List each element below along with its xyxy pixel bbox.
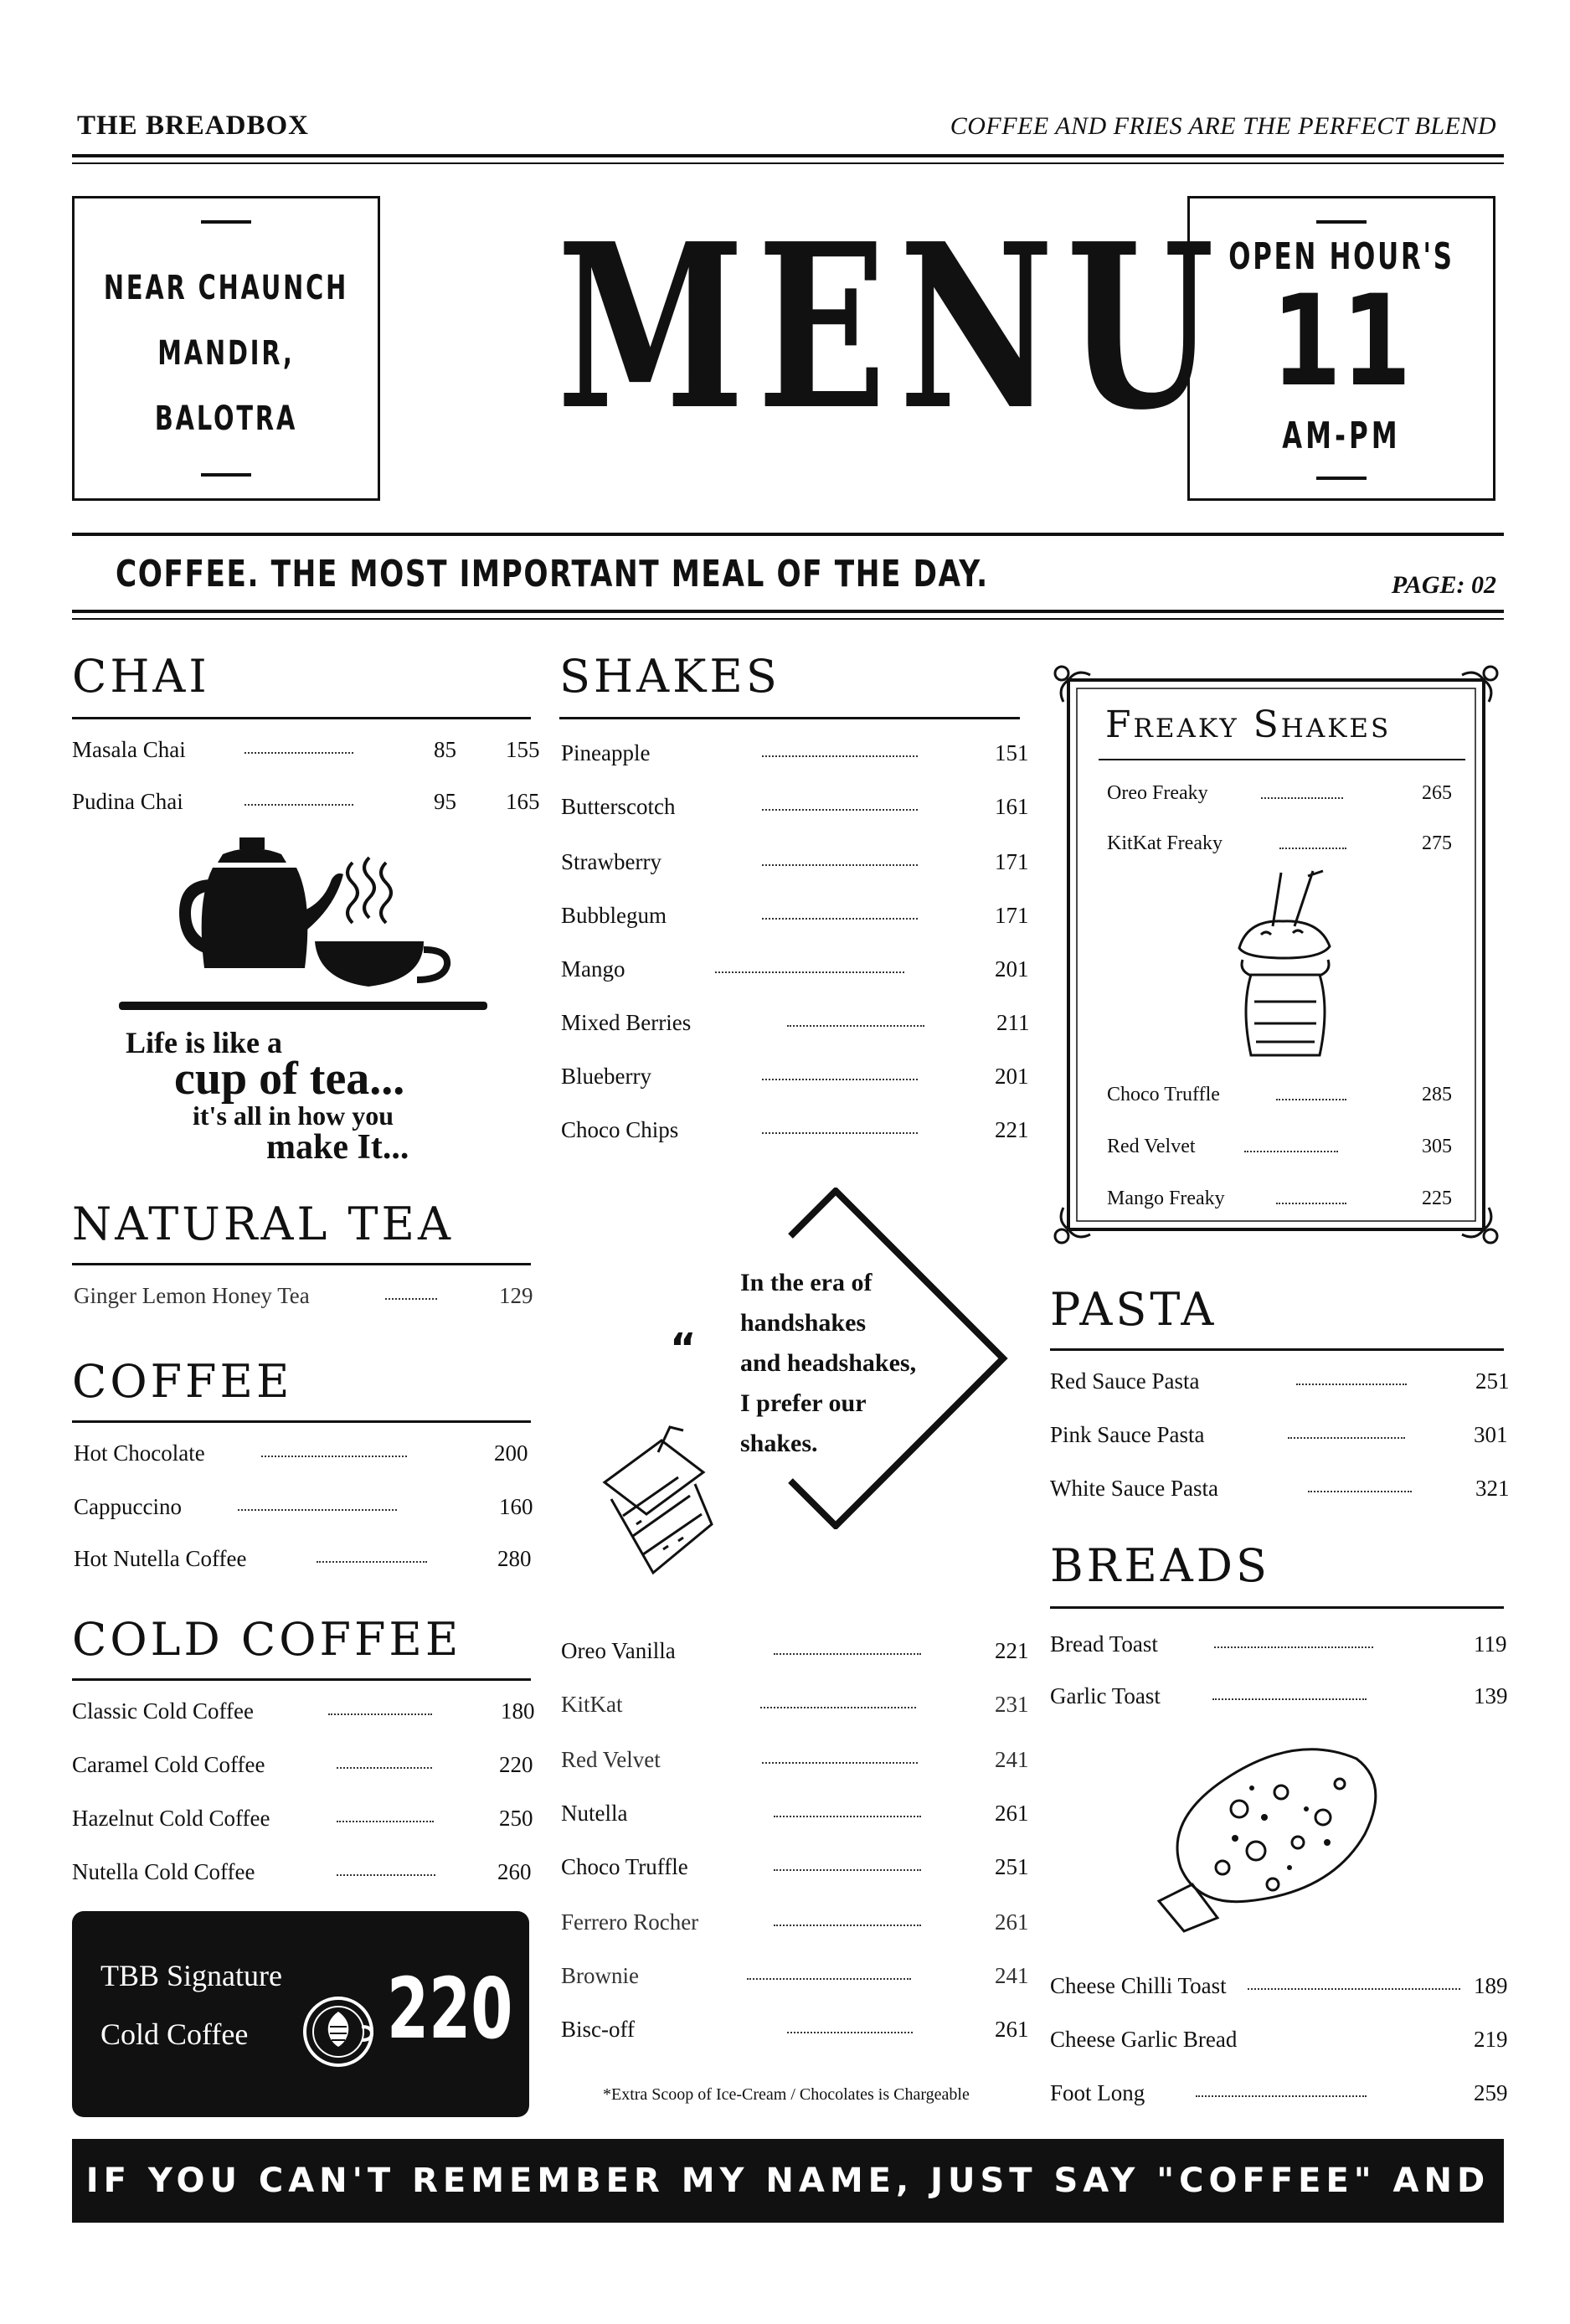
item-name: Bisc-off bbox=[561, 2017, 635, 2042]
item-price: 275 bbox=[1422, 832, 1452, 854]
item-price: 180 bbox=[501, 1698, 535, 1724]
item-name: KitKat Freaky bbox=[1107, 832, 1223, 854]
latte-art-icon bbox=[300, 1993, 377, 2070]
menu-item bbox=[561, 1117, 1029, 1151]
item-name: Bubblegum bbox=[561, 903, 667, 928]
item-price: 259 bbox=[1474, 2080, 1508, 2105]
menu-item bbox=[1050, 1631, 1507, 1665]
item-price: 221 bbox=[995, 1638, 1029, 1663]
menu-item bbox=[1107, 1136, 1459, 1169]
menu-item bbox=[561, 2017, 1029, 2050]
item-price: 241 bbox=[995, 1747, 1029, 1772]
item-price: 285 bbox=[1422, 1084, 1452, 1105]
item-name: Hot Nutella Coffee bbox=[74, 1546, 247, 1571]
signature-line2: Cold Coffee bbox=[100, 2017, 249, 2051]
item-name: Ginger Lemon Honey Tea bbox=[74, 1283, 310, 1308]
menu-item bbox=[74, 1283, 531, 1317]
menu-item bbox=[561, 903, 1029, 936]
signature-price: 220 bbox=[387, 1960, 513, 2058]
item-name: Red Velvet bbox=[1107, 1136, 1196, 1157]
item-name: Cheese Chilli Toast bbox=[1050, 1973, 1227, 1998]
item-price: 151 bbox=[995, 740, 1029, 765]
item-price: 241 bbox=[995, 1963, 1029, 1988]
item-name: KitKat bbox=[561, 1692, 623, 1717]
menu-item bbox=[561, 1010, 1030, 1043]
item-price-large: 165 bbox=[506, 789, 540, 814]
item-name: Hazelnut Cold Coffee bbox=[72, 1806, 270, 1831]
menu-item bbox=[1107, 1084, 1459, 1117]
item-price: 221 bbox=[995, 1117, 1029, 1142]
section-title-breads: BREADS bbox=[1050, 1539, 1271, 1592]
section-title-natural-tea: NATURAL TEA bbox=[72, 1198, 454, 1250]
freaky-shakes-title: Freaky Shakes bbox=[1105, 703, 1392, 746]
item-price-large: 155 bbox=[506, 737, 540, 762]
item-name: Oreo Freaky bbox=[1107, 782, 1208, 804]
item-price: 161 bbox=[995, 794, 1029, 819]
menu-item bbox=[1050, 1683, 1508, 1717]
menu-item bbox=[74, 1546, 531, 1579]
menu-item bbox=[1050, 2027, 1508, 2060]
item-price: 189 bbox=[1474, 1973, 1508, 1998]
item-name: Pink Sauce Pasta bbox=[1050, 1422, 1205, 1447]
item-name: Red Velvet bbox=[561, 1747, 661, 1772]
menu-item bbox=[72, 789, 540, 822]
menu-item bbox=[72, 737, 540, 770]
item-price: 211 bbox=[996, 1010, 1030, 1035]
section-title-chai: CHAI bbox=[72, 650, 210, 703]
item-price: 261 bbox=[995, 1801, 1029, 1826]
headline: COFFEE. THE MOST IMPORTANT MEAL OF THE DAY. bbox=[116, 553, 989, 595]
freakshake-jar-icon bbox=[1214, 868, 1356, 1069]
item-name: Choco Truffle bbox=[1107, 1084, 1220, 1105]
item-price: 171 bbox=[995, 903, 1029, 928]
menu-item bbox=[72, 1752, 531, 1786]
item-name: Oreo Vanilla bbox=[561, 1638, 676, 1663]
item-price: 139 bbox=[1474, 1683, 1508, 1708]
menu-item bbox=[561, 1909, 1029, 1943]
item-price: 219 bbox=[1474, 2027, 1508, 2052]
menu-item bbox=[561, 849, 1029, 883]
menu-item bbox=[1107, 782, 1459, 816]
chai-quote-line1: Life is like a bbox=[126, 1026, 282, 1059]
item-name: Mango bbox=[561, 956, 625, 982]
footer-banner: IF YOU CAN'T REMEMBER MY NAME, JUST SAY "COFFEE" AND I'LL TURN AROUND bbox=[72, 2139, 1504, 2223]
tagline: COFFEE AND FRIES ARE THE PERFECT BLEND bbox=[950, 112, 1496, 140]
item-price: 129 bbox=[499, 1283, 533, 1308]
takeaway-cup-icon bbox=[586, 1424, 754, 1591]
menu-item bbox=[561, 1854, 1029, 1888]
menu-item bbox=[561, 1692, 1029, 1725]
menu-item bbox=[561, 1064, 1029, 1097]
item-name: Pudina Chai bbox=[72, 789, 183, 814]
signature-line1: TBB Signature bbox=[100, 1959, 282, 1992]
item-name: Butterscotch bbox=[561, 794, 676, 819]
item-price: 225 bbox=[1422, 1188, 1452, 1209]
item-name: Mixed Berries bbox=[561, 1010, 692, 1035]
menu-item bbox=[1050, 1422, 1508, 1456]
item-price-small: 95 bbox=[434, 789, 456, 814]
item-name: Classic Cold Coffee bbox=[72, 1698, 254, 1724]
menu-item bbox=[561, 794, 1029, 827]
menu-item bbox=[74, 1440, 531, 1474]
item-price: 231 bbox=[995, 1692, 1029, 1717]
header-rule-top bbox=[72, 154, 1504, 157]
item-name: Foot Long bbox=[1050, 2080, 1145, 2105]
menu-item bbox=[72, 1698, 535, 1732]
item-name: White Sauce Pasta bbox=[1050, 1476, 1218, 1501]
teapot-and-cup-icon bbox=[114, 829, 491, 1030]
item-price: 201 bbox=[995, 956, 1029, 982]
item-name: Brownie bbox=[561, 1963, 639, 1988]
menu-item bbox=[1050, 2080, 1508, 2114]
item-name: Cappuccino bbox=[74, 1494, 182, 1519]
item-name: Hot Chocolate bbox=[74, 1440, 205, 1466]
section-title-coffee: COFFEE bbox=[72, 1355, 293, 1408]
menu-item bbox=[1050, 1368, 1510, 1402]
item-price: 171 bbox=[995, 849, 1029, 874]
hours-box bbox=[1187, 196, 1495, 501]
menu-title: MENU bbox=[557, 193, 1228, 460]
item-price: 265 bbox=[1422, 782, 1452, 804]
menu-item bbox=[561, 1638, 1029, 1672]
item-price: 201 bbox=[995, 1064, 1029, 1089]
menu-item bbox=[561, 956, 1029, 990]
item-price: 301 bbox=[1474, 1422, 1508, 1447]
item-name: Garlic Toast bbox=[1050, 1683, 1161, 1708]
item-price: 261 bbox=[995, 1909, 1029, 1935]
menu-item bbox=[561, 1747, 1029, 1780]
item-name: Red Sauce Pasta bbox=[1050, 1368, 1200, 1394]
menu-item bbox=[561, 740, 1029, 774]
item-price: 261 bbox=[995, 2017, 1029, 2042]
menu-item bbox=[74, 1494, 531, 1528]
item-price: 321 bbox=[1475, 1476, 1510, 1501]
headline-rule-bottom bbox=[72, 610, 1504, 613]
address-text: NEAR CHAUNCH MANDIR, BALOTRA bbox=[103, 269, 349, 438]
item-name: Choco Truffle bbox=[561, 1854, 688, 1879]
section-title-shakes: SHAKES bbox=[559, 650, 780, 703]
menu-item bbox=[561, 1801, 1029, 1834]
menu-item bbox=[1107, 1188, 1459, 1221]
item-name: Masala Chai bbox=[72, 737, 186, 762]
item-name: Bread Toast bbox=[1050, 1631, 1158, 1657]
hours-ampm: AM-PM bbox=[1282, 415, 1401, 457]
menu-item bbox=[561, 1963, 1029, 1997]
page-number: PAGE: 02 bbox=[1391, 571, 1496, 599]
address-box bbox=[72, 196, 380, 501]
item-price: 260 bbox=[497, 1859, 532, 1884]
headline-rule-top bbox=[72, 533, 1504, 536]
signature-box bbox=[72, 1911, 529, 2117]
item-name: Strawberry bbox=[561, 849, 661, 874]
item-name: Caramel Cold Coffee bbox=[72, 1752, 265, 1777]
shake-quote: In the era of handshakes and headshakes, I prefer our shakes. bbox=[740, 1269, 917, 1457]
brand-name: THE BREADBOX bbox=[77, 111, 309, 141]
item-name: Choco Chips bbox=[561, 1117, 679, 1142]
item-price: 119 bbox=[1474, 1631, 1507, 1657]
quote-mark-icon: “ bbox=[670, 1325, 697, 1372]
chai-quote-line2: cup of tea... bbox=[174, 1053, 405, 1105]
section-title-cold-coffee: COLD COFFEE bbox=[72, 1613, 462, 1666]
item-price: 305 bbox=[1422, 1136, 1452, 1157]
item-price: 220 bbox=[499, 1752, 533, 1777]
garlic-bread-icon bbox=[1156, 1742, 1398, 1935]
item-price: 160 bbox=[499, 1494, 533, 1519]
item-price: 200 bbox=[494, 1440, 528, 1466]
hours-label: OPEN HOUR'S bbox=[1228, 235, 1454, 278]
menu-item bbox=[1050, 1973, 1508, 2007]
item-price: 251 bbox=[1475, 1368, 1510, 1394]
menu-item bbox=[72, 1806, 531, 1839]
shakes-footnote: *Extra Scoop of Ice-Cream / Chocolates is Chargeable bbox=[603, 2085, 970, 2104]
header-rule-bottom bbox=[72, 162, 1504, 164]
item-name: Blueberry bbox=[561, 1064, 651, 1089]
item-name: Mango Freaky bbox=[1107, 1188, 1225, 1209]
menu-item bbox=[72, 1859, 531, 1893]
menu-item bbox=[1050, 1476, 1510, 1509]
menu-item bbox=[1107, 832, 1459, 866]
item-name: Ferrero Rocher bbox=[561, 1909, 699, 1935]
item-price: 280 bbox=[497, 1546, 532, 1571]
hours-value: 11 bbox=[1271, 269, 1412, 415]
section-title-pasta: PASTA bbox=[1050, 1283, 1217, 1336]
chai-quote-line3: it's all in how you bbox=[193, 1100, 394, 1131]
chai-quote-line4: make It... bbox=[266, 1128, 409, 1167]
item-price: 251 bbox=[995, 1854, 1029, 1879]
item-name: Nutella bbox=[561, 1801, 628, 1826]
item-price-small: 85 bbox=[434, 737, 456, 762]
item-name: Cheese Garlic Bread bbox=[1050, 2027, 1238, 2052]
item-name: Nutella Cold Coffee bbox=[72, 1859, 255, 1884]
item-name: Pineapple bbox=[561, 740, 651, 765]
item-price: 250 bbox=[499, 1806, 533, 1831]
